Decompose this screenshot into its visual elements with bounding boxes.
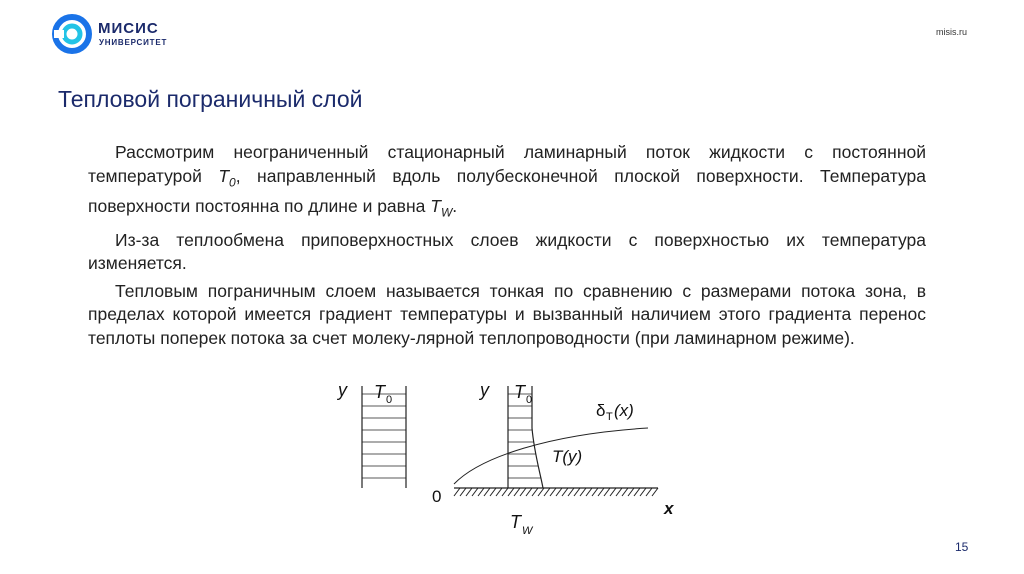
tw-subscript-label: W bbox=[522, 525, 533, 537]
paragraph-2: Из-за теплообмена приповерхностных слоев жидкости с поверхностью их температура изменяется. bbox=[88, 229, 926, 273]
surface-hatching bbox=[454, 488, 658, 496]
tw-subscript: W bbox=[440, 205, 453, 219]
ty-label: T(y) bbox=[552, 447, 583, 466]
t0-main: T bbox=[218, 165, 230, 186]
x-axis-label: x bbox=[664, 499, 674, 518]
delta-argument: (x) bbox=[614, 401, 634, 420]
tw-main: T bbox=[430, 195, 441, 216]
t0-symbol bbox=[218, 165, 236, 189]
delta-subscript: T bbox=[606, 411, 613, 423]
left-t0-label: T bbox=[374, 382, 385, 402]
left-profile-arrows bbox=[362, 394, 406, 478]
delta-label: δ bbox=[596, 401, 606, 420]
misis-logo-icon bbox=[52, 14, 92, 54]
tw-label: T bbox=[510, 512, 521, 532]
site-link[interactable]: misis.ru bbox=[936, 27, 967, 37]
paragraph-1-text-b: , направленный вдоль полубесконечной плоской поверхности. Температура поверхности постоянна по длине и равна bbox=[88, 165, 926, 216]
origin-label: 0 bbox=[432, 487, 442, 506]
misis-logo[interactable] bbox=[52, 14, 182, 58]
tw-symbol bbox=[430, 195, 453, 219]
page-number: 15 bbox=[955, 540, 969, 554]
right-t0-subscript: 0 bbox=[526, 394, 533, 406]
temperature-profile-curve bbox=[532, 428, 543, 488]
right-y-label: y bbox=[480, 380, 489, 400]
logo-title: МИСИС bbox=[98, 20, 159, 37]
slide-title: Тепловой пограничный слой bbox=[58, 86, 363, 112]
right-t0-label: T bbox=[514, 382, 525, 402]
slide-body bbox=[88, 141, 926, 354]
right-profile-arrows bbox=[508, 394, 541, 478]
boundary-layer-figure bbox=[330, 372, 690, 547]
right-boundary-diagram bbox=[432, 380, 675, 537]
paragraph-3: Тепловым пограничным слоем называется тонкая по сравнению с размерами потока зона, в пределах которой имеется градиент температуры и вызванный наличием этого градиента перенос теплоты поперек потока за счет молеку-лярной теплопроводности (при ламинарном режиме). bbox=[88, 280, 926, 348]
left-profile-diagram bbox=[336, 380, 406, 488]
left-y-label: y bbox=[338, 380, 347, 400]
boundary-layer-curve bbox=[454, 428, 648, 484]
left-t0-subscript: 0 bbox=[386, 394, 393, 406]
paragraph-1-text-c: . bbox=[452, 195, 458, 216]
paragraph-1 bbox=[88, 141, 926, 225]
paragraph-1-text-a: Рассмотрим неограниченный стационарный ламинарный поток жидкости с постоянной температурой bbox=[88, 142, 926, 186]
t0-subscript: 0 bbox=[229, 175, 236, 189]
logo-subtitle: УНИВЕРСИТЕТ bbox=[99, 38, 168, 47]
